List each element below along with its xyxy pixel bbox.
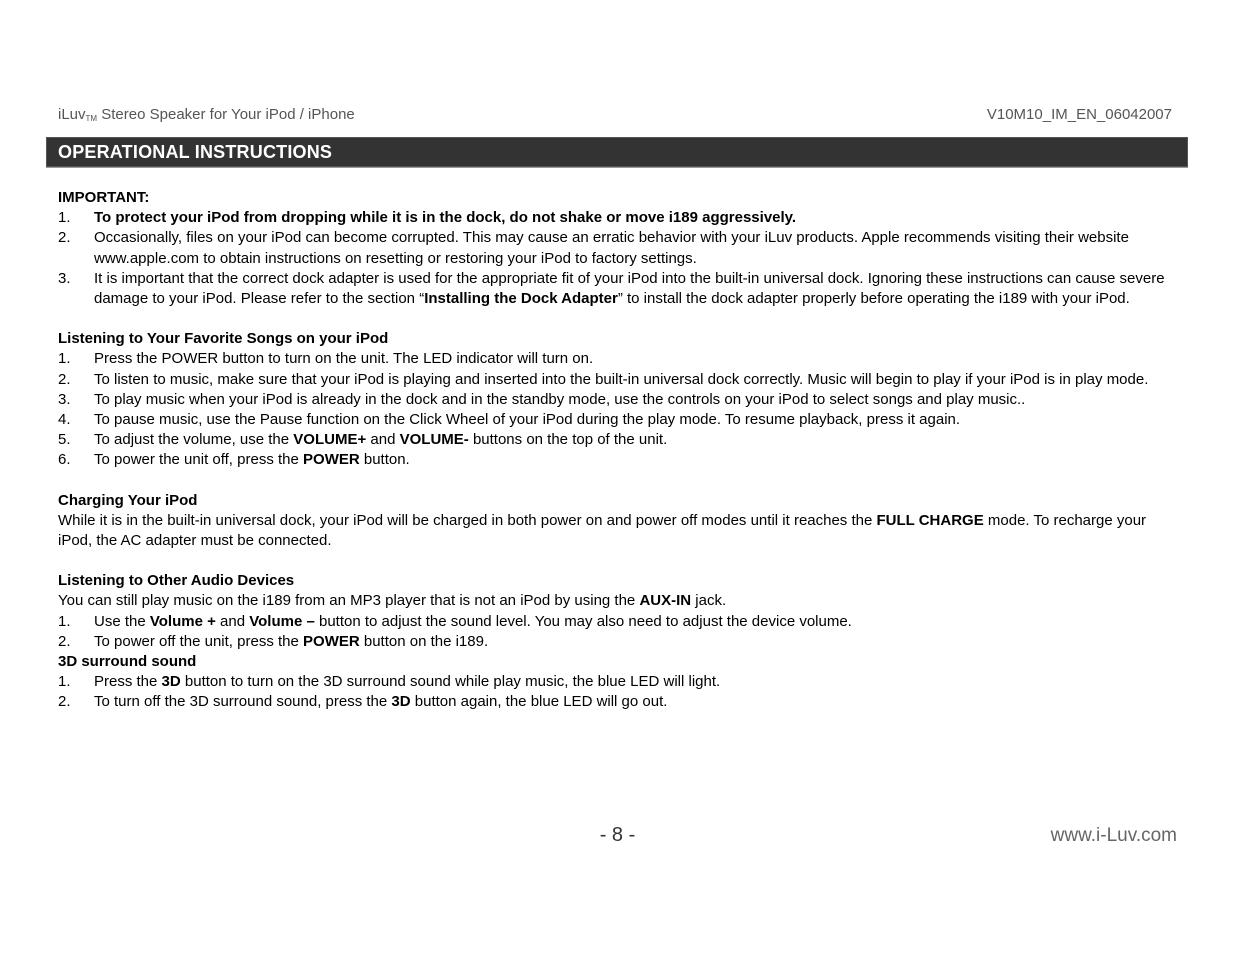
other-devices-heading: Listening to Other Audio Devices: [58, 572, 295, 590]
header-product-title: iLuv$_{TM}$ Stereo Speaker for Your iPod / iPhone: [58, 106, 355, 123]
list-item: 1. Use the Volume + and Volume – button to adjust the sound level. You may also need to adjust the device volume.: [58, 612, 852, 630]
charging-text: While it is in the built-in universal dock, your iPod will be charged in both power on and power off modes until it reaches the FULL CHARGE mode. To recharge your iPod, the AC adapter must be connected.: [58, 511, 1147, 550]
list-item: 2. To turn off the 3D surround sound, press the 3D button again, the blue LED will go out.: [58, 693, 668, 711]
list-item: 1. Press the 3D button to turn on the 3D surround sound while play music, the blue LED will light.: [58, 673, 721, 691]
important-heading: IMPORTANT:: [58, 189, 150, 206]
list-item: 1. Press the POWER button to turn on the unit. The LED indicator will turn on.: [58, 350, 594, 368]
list-item: 1. To protect your iPod from dropping while it is in the dock, do not shake or move i189 aggressively.: [58, 209, 797, 227]
list-item: 6. To power the unit off, press the POWER button.: [58, 451, 410, 469]
list-item: 3. To play music when your iPod is already in the dock and in the standby mode, use the controls on your iPod to select songs and play music..: [58, 390, 1026, 408]
other-devices-intro: You can still play music on the i189 from an MP3 player that is not an iPod by using the AUX-IN jack.: [58, 592, 727, 610]
list-item: 4. To pause music, use the Pause function on the Click Wheel of your iPod during the play mode. To resume playback, press it again.: [58, 411, 961, 429]
footer-url: www.i-Luv.com: [1050, 825, 1177, 846]
surround-heading: 3D surround sound: [58, 653, 197, 671]
list-item: 3. It is important that the correct dock adapter is used for the appropriate fit of your iPod into the built-in universal dock. Ignoring these instructions can cause severe damage to your iPod. Please refer to the section “Installing the Dock Adapter” to install the dock adapter properly before operating the i189 with your iPod.: [58, 269, 1165, 308]
list-item: 2. To listen to music, make sure that your iPod is playing and inserted into the built-in universal dock correctly. Music will begin to play if your iPod is in play mode.: [58, 370, 1149, 388]
section-title: OPERATIONAL INSTRUCTIONS: [58, 142, 333, 162]
charging-heading: Charging Your iPod: [58, 491, 198, 509]
page-number: - 8 -: [599, 824, 636, 846]
list-item: 5. To adjust the volume, use the VOLUME+ and VOLUME- buttons on the top of the unit.: [58, 431, 668, 449]
list-item: 2. To power off the unit, press the POWER button on the i189.: [58, 632, 489, 650]
page-content: [58, 188, 1178, 713]
list-item: 2. Occasionally, files on your iPod can become corrupted. This may cause an erratic behavior with your iLuv products. Apple recommends visiting their website www.apple.com to obtain instructions on resetting or restoring your iPod to factory settings.: [58, 229, 1129, 267]
section-banner: [46, 137, 1188, 167]
listening-heading: Listening to Your Favorite Songs on your iPod: [58, 330, 389, 348]
header-doc-code: V10M10_IM_EN_06042007: [986, 106, 1172, 123]
